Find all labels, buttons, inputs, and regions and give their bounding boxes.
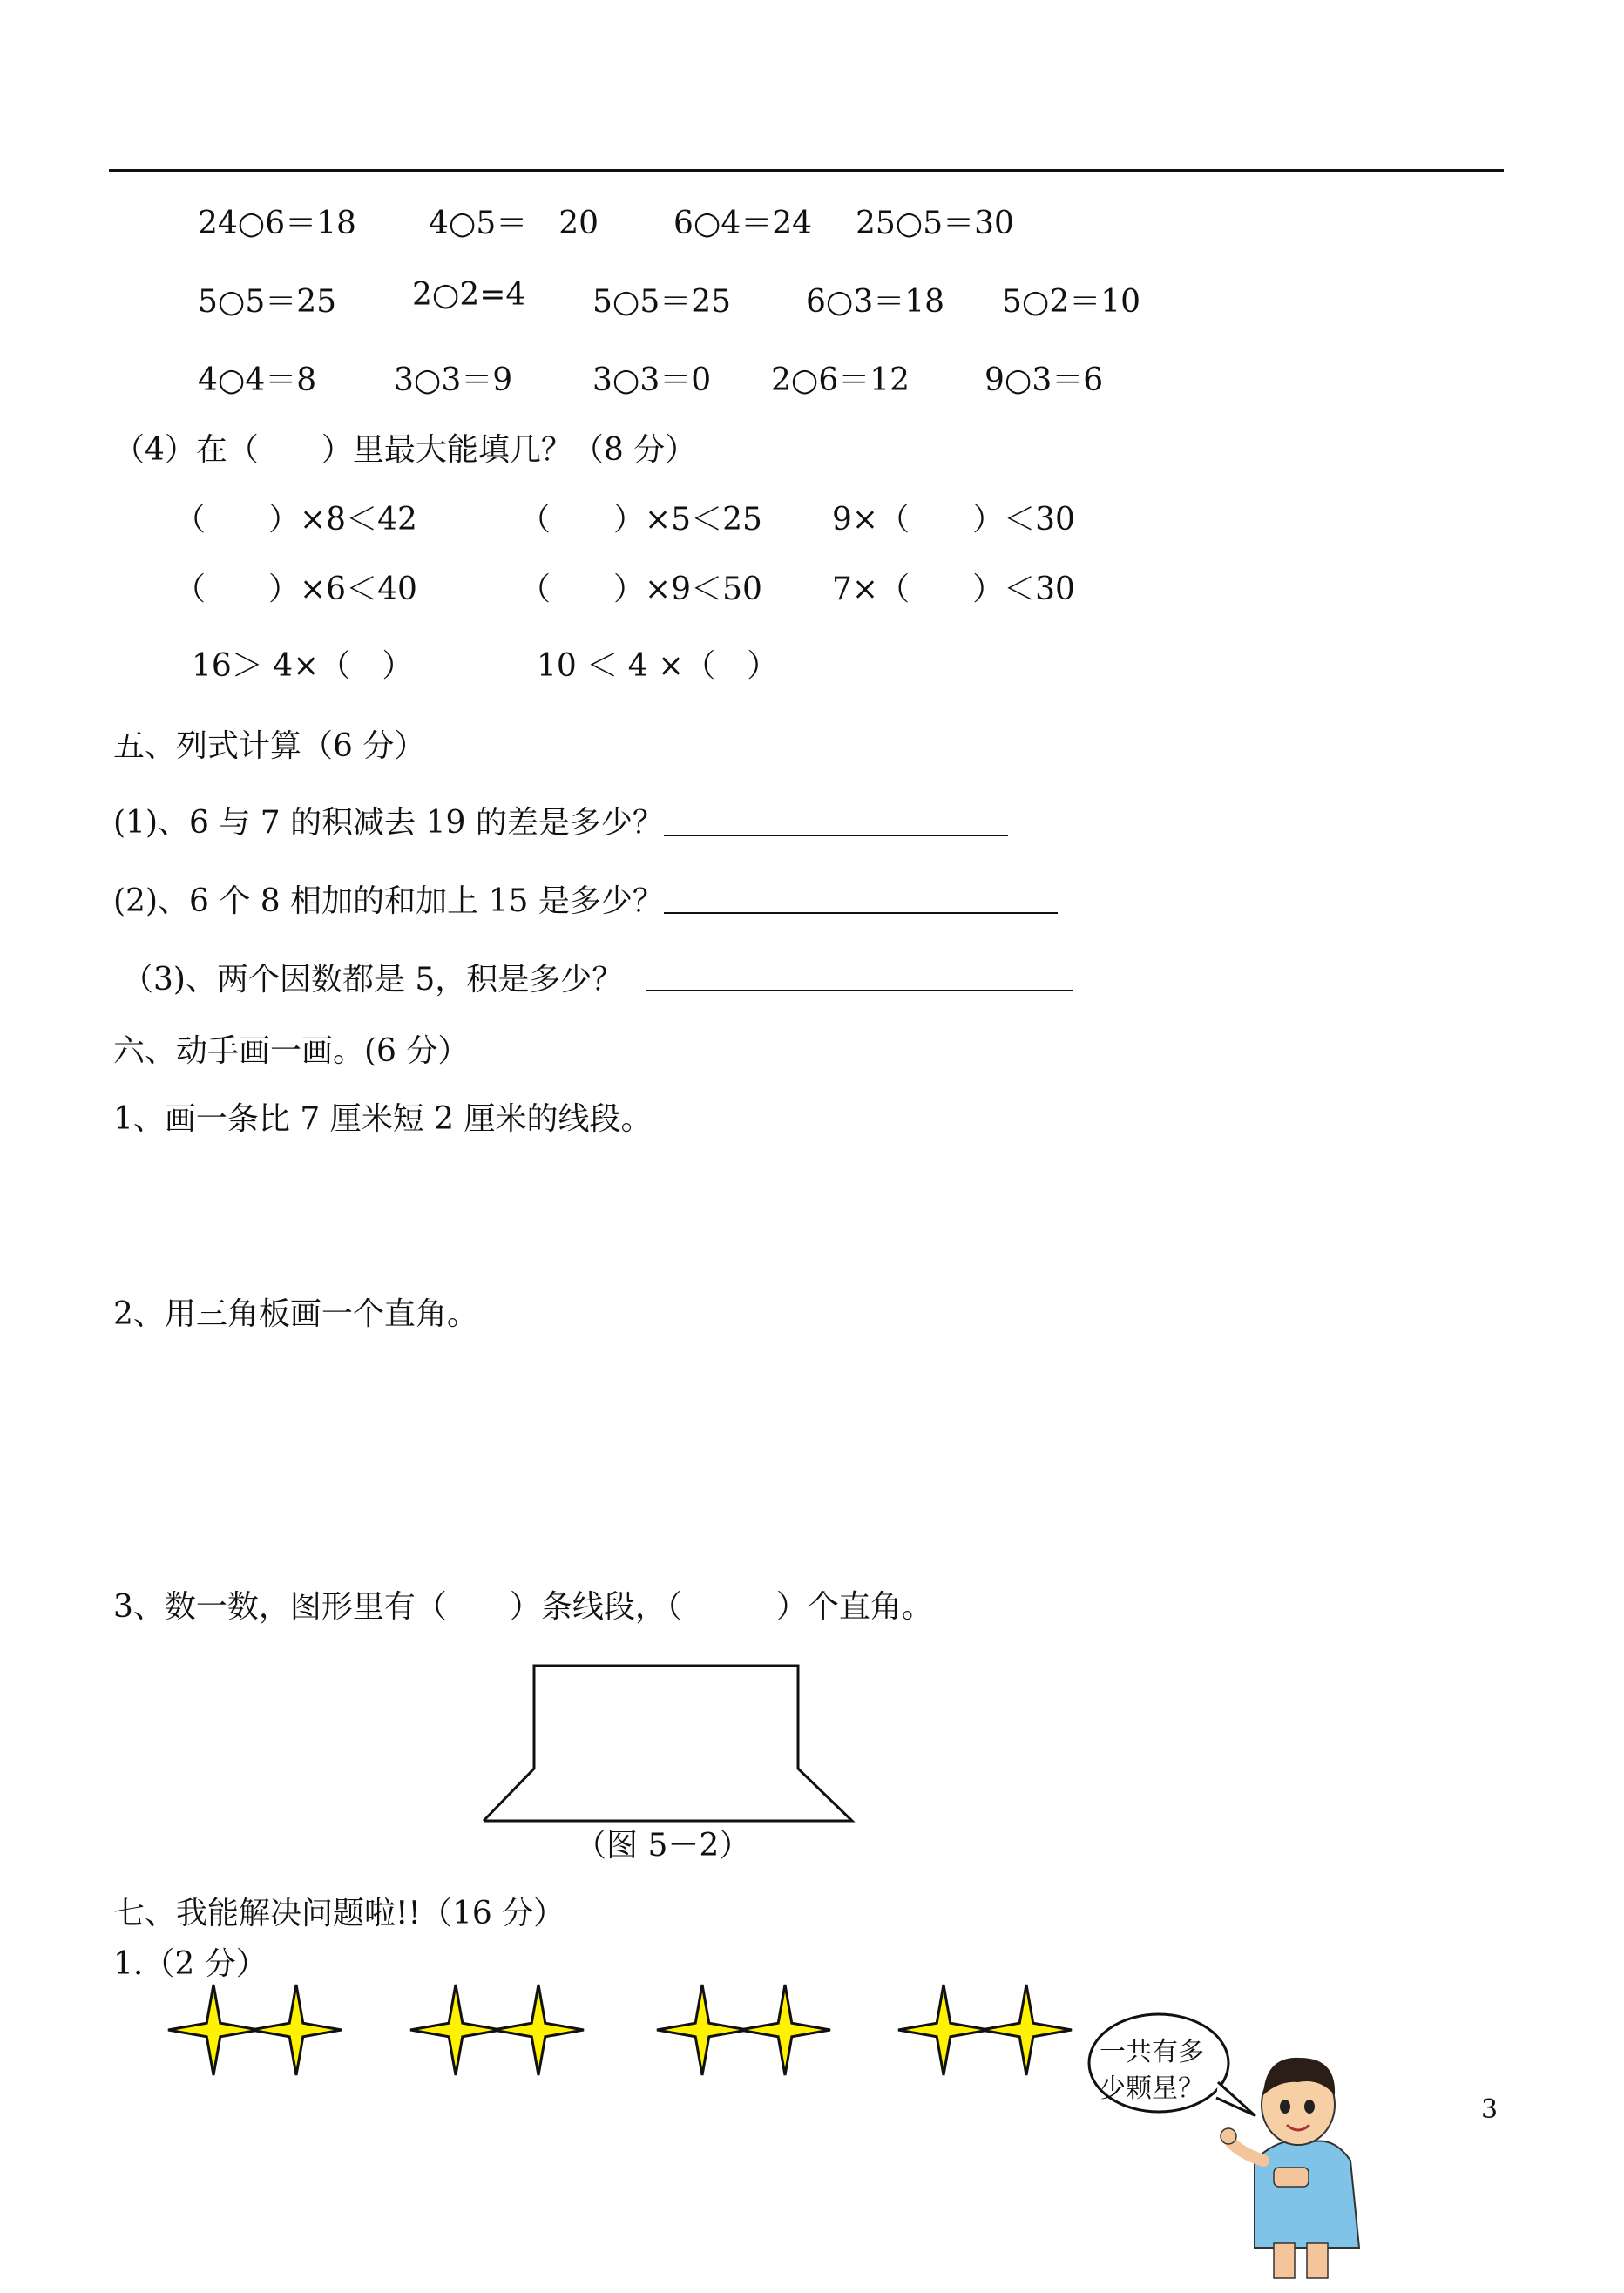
calc-question: (1)、6 与 7 的积减去 19 的差是多少？ <box>113 805 664 841</box>
equation: 6○4＝24 <box>673 206 813 241</box>
speech-text-line2: 少颗星？ <box>1100 2073 1204 2104</box>
inequality: （ ）×6＜40 <box>174 572 417 607</box>
section-seven-title: 七、我能解决问题啦!!（16 分） <box>113 1896 565 1931</box>
equation: 4○4＝8 <box>198 362 317 398</box>
equation: 2○6＝12 <box>771 362 910 398</box>
draw-question: 1、画一条比 7 厘米短 2 厘米的线段。 <box>113 1101 653 1137</box>
inequality: 9×（ ）＜30 <box>832 502 1075 538</box>
equation: 6○3＝18 <box>806 284 945 320</box>
calc-question: （3)、两个因数都是 5，积是多少？ <box>122 962 624 998</box>
equation: 4○5＝ 20 <box>429 206 599 241</box>
count-question: 3、数一数，图形里有（ ）条线段，（ ）个直角。 <box>113 1589 933 1625</box>
equation: 5○5＝25 <box>198 284 337 320</box>
equation: 3○3＝0 <box>592 362 712 398</box>
section-five-title: 五、列式计算（6 分） <box>113 728 426 764</box>
equation: 5○5＝25 <box>592 284 732 320</box>
calc-question: (2)、6 个 8 相加的和加上 15 是多少？ <box>113 883 664 919</box>
section-six-title: 六、动手画一画。(6 分） <box>113 1033 470 1069</box>
equation: 25○5＝30 <box>856 206 1014 241</box>
draw-question: 2、用三角板画一个直角。 <box>113 1296 478 1332</box>
inequality: 7×（ ）＜30 <box>832 572 1075 607</box>
figure-caption: （图 5－2） <box>575 1828 751 1863</box>
inequality: （ ）×8＜42 <box>174 502 417 538</box>
inequality: （ ）×5＜25 <box>519 502 762 538</box>
problem-number: 1.（2 分） <box>113 1946 267 1982</box>
equation: 24○6＝18 <box>198 206 356 241</box>
equation: 2○2=4 <box>412 277 526 313</box>
speech-text-line1: 一共有多 <box>1100 2037 1204 2067</box>
inequality: （ ）×9＜50 <box>519 572 762 607</box>
inequality: 10 ＜ 4 ×（ ） <box>537 648 779 684</box>
page-number: 3 <box>1481 2094 1499 2125</box>
q4-title: （4）在（ ）里最大能填几？（8 分） <box>113 432 697 468</box>
equation: 5○2＝10 <box>1002 284 1141 320</box>
equation: 9○3＝6 <box>985 362 1104 398</box>
inequality: 16＞ 4×（ ） <box>192 648 414 684</box>
equation: 3○3＝9 <box>394 362 513 398</box>
